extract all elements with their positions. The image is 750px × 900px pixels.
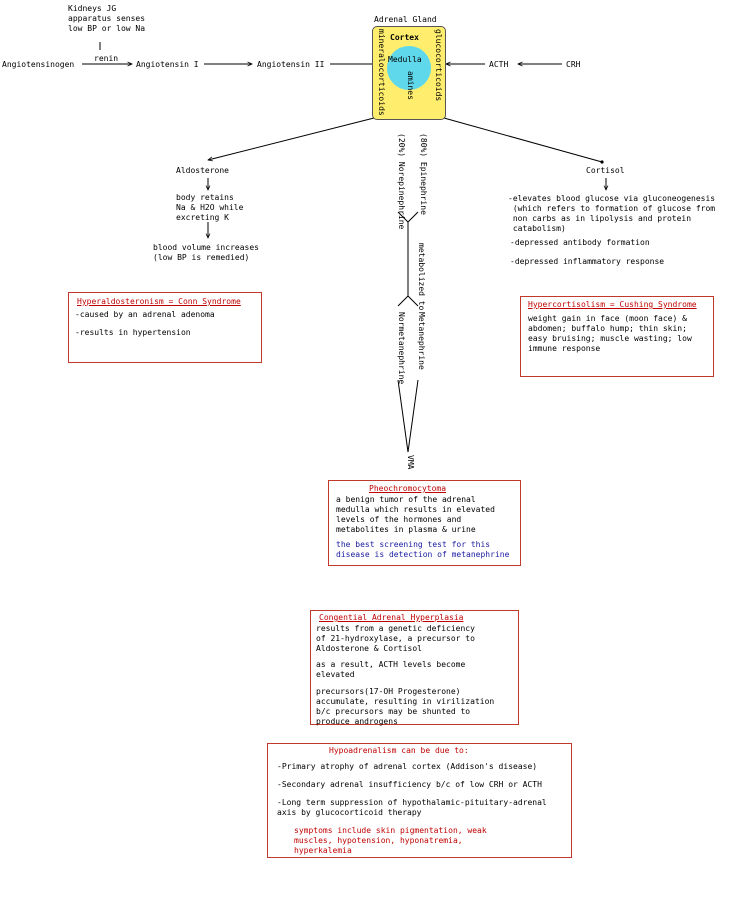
norepinephrine-label: (20%) Norepinephrine [397, 133, 406, 230]
metabolite-fork-lines [398, 296, 418, 306]
angiotensinogen-label: Angiotensinogen [2, 60, 75, 69]
angiotensin2-label: Angiotensin II [257, 60, 325, 69]
epinephrine-label: (80%) Epinephrine [419, 133, 428, 215]
pheo-body: a benign tumor of the adrenal medulla which results in elevated levels of the hormones and metabolites in plasma & urine [336, 495, 495, 534]
conn-line2: -results in hypertension [75, 328, 191, 337]
gland-to-aldosterone-arrow [208, 118, 374, 160]
cortex-label: Cortex [390, 33, 419, 42]
renin-label: renin [94, 54, 119, 63]
cah-box [310, 610, 519, 725]
hypo-symptoms: symptoms include skin pigmentation, weak muscles, hypotension, hyponatremia, hyperkalemia [294, 826, 487, 855]
cushing-syndrome-box [520, 296, 714, 377]
acth-label: ACTH [489, 60, 509, 69]
hypo-line3: -Long term suppression of hypothalamic-pituitary-adrenal axis by glucocorticoid therapy [277, 798, 547, 817]
normetanephrine-label: Normetanephrine [397, 312, 406, 385]
crh-label: CRH [566, 60, 581, 69]
kidneys-label: Kidneys JG apparatus senses low BP or low Na [68, 4, 146, 33]
angiotensin1-label: Angiotensin I [136, 60, 199, 69]
cortisol-effects-text: -elevates blood glucose via gluconeogenesis (which refers to formation of glucose from non carbs as in lipolysis and protein catabolism) [508, 194, 716, 233]
cortisol-label: Cortisol [586, 166, 625, 175]
hypo-line1: -Primary atrophy of adrenal cortex (Addison's disease) [277, 762, 538, 771]
medulla-label: Medulla [388, 55, 422, 64]
to-vma-lines [398, 380, 418, 452]
hypoadrenalism-box [267, 743, 572, 858]
metanephrine-label: Metanephrine [417, 312, 426, 370]
cushing-title: Hypercortisolism = Cushing Syndrome [528, 300, 697, 309]
hypo-line2: -Secondary adrenal insufficiency b/c of low CRH or ACTH [277, 780, 542, 789]
cushing-body: weight gain in face (moon face) & abdomen; buffalo hump; thin skin; easy bruising; muscle wasting; low immune response [528, 314, 692, 353]
conn-title: Hyperaldosteronism = Conn Syndrome [77, 297, 241, 306]
conn-syndrome-box [68, 292, 262, 363]
pheochromocytoma-box [328, 480, 521, 566]
metabolized-label: metabolized to [417, 243, 426, 311]
aldosterone-label: Aldosterone [176, 166, 229, 175]
adrenal-gland [372, 26, 446, 120]
hypo-title: Hypoadrenalism can be due to: [329, 746, 469, 755]
cah-p1: results from a genetic deficiency of 21-hydroxylase, a precursor to Aldosterone & Cortisol [316, 624, 475, 653]
cah-p3: precursors(17-OH Progesterone) accumulate, resulting in virilization b/c precursors may be shunted to produce androgens [316, 687, 495, 726]
blood-volume-text: blood volume increases (low BP is remedied) [153, 243, 259, 262]
conn-line1: -caused by an adrenal adenoma [75, 310, 215, 319]
inflammatory-text: -depressed inflammatory response [510, 257, 665, 266]
pheo-title: Pheochromocytoma [369, 484, 447, 493]
antibody-text: -depressed antibody formation [510, 238, 650, 247]
glucocorticoids-label: glucocorticoids [434, 29, 443, 102]
cah-p2: as a result, ACTH levels become elevated [316, 660, 466, 679]
pheo-screening: the best screening test for this disease is detection of metanephrine [336, 540, 510, 559]
vma-label: VMA [406, 455, 415, 470]
mineralocorticoids-label: mineralocorticoids [377, 29, 386, 116]
retains-text: body retains Na & H2O while excreting K [176, 193, 244, 222]
cah-title: Congential Adrenal Hyperplasia [319, 613, 464, 622]
adrenal-gland-title: Adrenal Gland [374, 15, 437, 24]
amines-label: amines [406, 71, 415, 100]
gland-to-cortisol-line [444, 118, 602, 162]
